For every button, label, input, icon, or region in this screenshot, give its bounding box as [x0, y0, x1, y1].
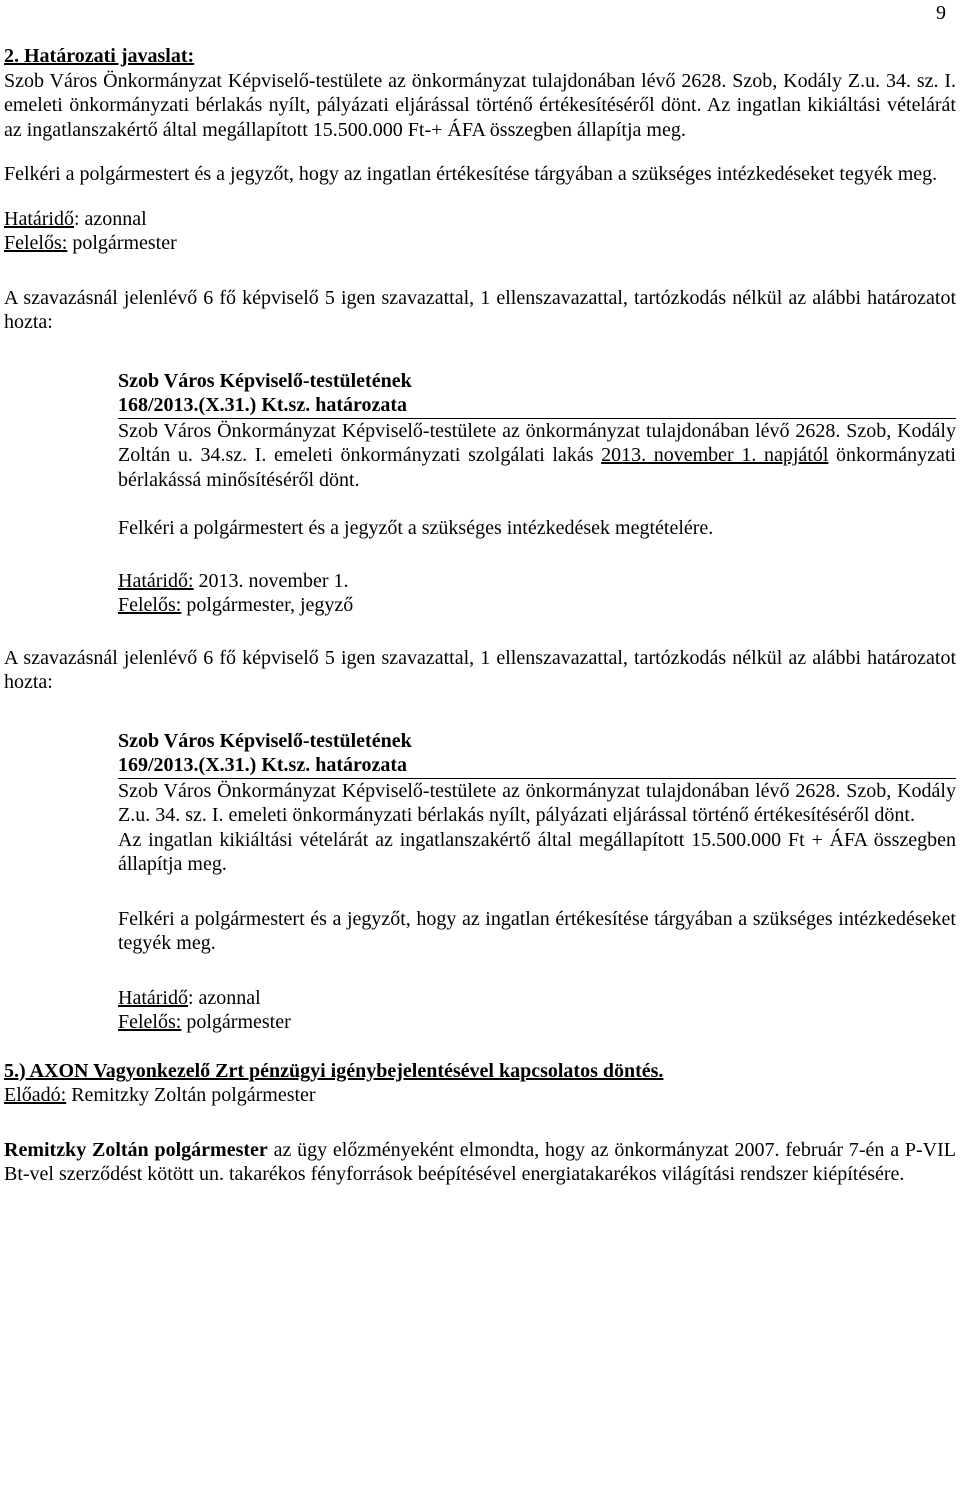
speaker-paragraph: [4, 1138, 956, 1187]
presenter-label: Előadó:: [4, 1084, 67, 1106]
resolution-responsible: [118, 593, 956, 618]
deadline-label: Határidő:: [118, 569, 194, 592]
resolution-168: [118, 369, 956, 618]
speaker-text: az ügy előzményeként elmondta, hogy az önkormányzat 2007. február 7-én a P-VIL Bt-vel szerződést kötött un. takarékos fényforrások beépítésével energiatakarékos világítási rendszer kiépítésére.: [4, 1138, 956, 1185]
responsible-value: polgármester, jegyző: [181, 594, 354, 616]
proposal-deadline: [4, 207, 956, 232]
resolution-date: 2013. november 1. napjától: [601, 444, 829, 466]
resolution-text-2: Az ingatlan kikiáltási vételárát az ingatlanszakértő által megállapított 15.500.000 Ft + ÁFA összegben állapítja meg.: [118, 828, 956, 875]
resolution-text-a: Szob Város Önkormányzat Képviselő-testülete az önkormányzat tulajdonában lévő 2628. Szob, Kodály Zoltán u. 34.sz. I. emeleti önkormányzati szolgálati lakás: [118, 419, 956, 466]
proposal-responsible: [4, 231, 956, 256]
deadline-value: : azonnal: [187, 986, 261, 1009]
responsible-value: polgármester: [67, 232, 177, 254]
section-2-heading: 2. Határozati javaslat:: [4, 45, 195, 67]
presenter-line: [4, 1083, 956, 1108]
deadline-value: 2013. november 1.: [193, 569, 349, 592]
responsible-label: Felelős:: [4, 232, 68, 254]
deadline-label: Határidő: [4, 207, 74, 230]
resolution-request: Felkéri a polgármestert és a jegyzőt, hogy az ingatlan értékesítése tárgyában a szükséges intézkedéseket tegyék meg.: [118, 907, 956, 954]
resolution-number: 169/2013.(X.31.) Kt.sz. határozata: [118, 753, 956, 779]
resolution-responsible: [118, 1010, 956, 1035]
vote-statement-2: A szavazásnál jelenlévő 6 fő képviselő 5 igen szavazattal, 1 ellenszavazattal, tartózkodás nélkül az alábbi határozatot hozta:: [4, 646, 956, 693]
proposal-request: Felkéri a polgármestert és a jegyzőt, hogy az ingatlan értékesítése tárgyában a szükséges intézkedéseket tegyék meg.: [4, 163, 938, 185]
resolution-text-b: önkormányzati bérlakássá minősítéséről dönt.: [118, 444, 956, 491]
speaker-name: Remitzky Zoltán polgármester: [4, 1138, 268, 1161]
proposal-text: Szob Város Önkormányzat Képviselő-testülete az önkormányzat tulajdonában lévő 2628. Szob, Kodály Z.u. 34. sz. I. emeleti önkormányzati bérlakás nyílt, pályázati eljárással történő értékesítéséről dönt. Az ingatlan kikiáltási vételárát az ingatlanszakértő által megállapított 15.500.000 Ft-+ ÁFA összegben állapítja meg.: [4, 69, 956, 141]
presenter-value: Remitzky Zoltán polgármester: [66, 1084, 316, 1106]
deadline-label: Határidő: [118, 986, 188, 1009]
section-5-heading: 5.) AXON Vagyonkezelő Zrt pénzügyi igénybejelentésével kapcsolatos döntés.: [4, 1059, 664, 1082]
page-number: 9: [936, 2, 946, 24]
responsible-label: Felelős:: [118, 1011, 182, 1033]
resolution-title: Szob Város Képviselő-testületének: [118, 369, 412, 392]
resolution-text-1: Szob Város Önkormányzat Képviselő-testülete az önkormányzat tulajdonában lévő 2628. Szob, Kodály Z.u. 34. sz. I. emeleti önkormányzati bérlakás nyílt, pályázati eljárással történő értékesítéséről dönt.: [118, 779, 956, 826]
resolution-title: Szob Város Képviselő-testületének: [118, 729, 412, 752]
resolution-169: [118, 729, 956, 1035]
resolution-deadline: [118, 986, 956, 1011]
resolution-text: [118, 419, 956, 493]
resolution-request: Felkéri a polgármestert és a jegyzőt a szükséges intézkedések megtételére.: [118, 517, 714, 539]
responsible-value: polgármester: [181, 1011, 291, 1033]
deadline-value: : azonnal: [73, 207, 147, 230]
document-body: [4, 44, 956, 1187]
resolution-number: 168/2013.(X.31.) Kt.sz. határozata: [118, 393, 956, 419]
responsible-label: Felelős:: [118, 594, 182, 616]
resolution-deadline: [118, 569, 956, 594]
vote-statement-1: A szavazásnál jelenlévő 6 fő képviselő 5 igen szavazattal, 1 ellenszavazattal, tartózkodás nélkül az alábbi határozatot hozta:: [4, 286, 956, 333]
